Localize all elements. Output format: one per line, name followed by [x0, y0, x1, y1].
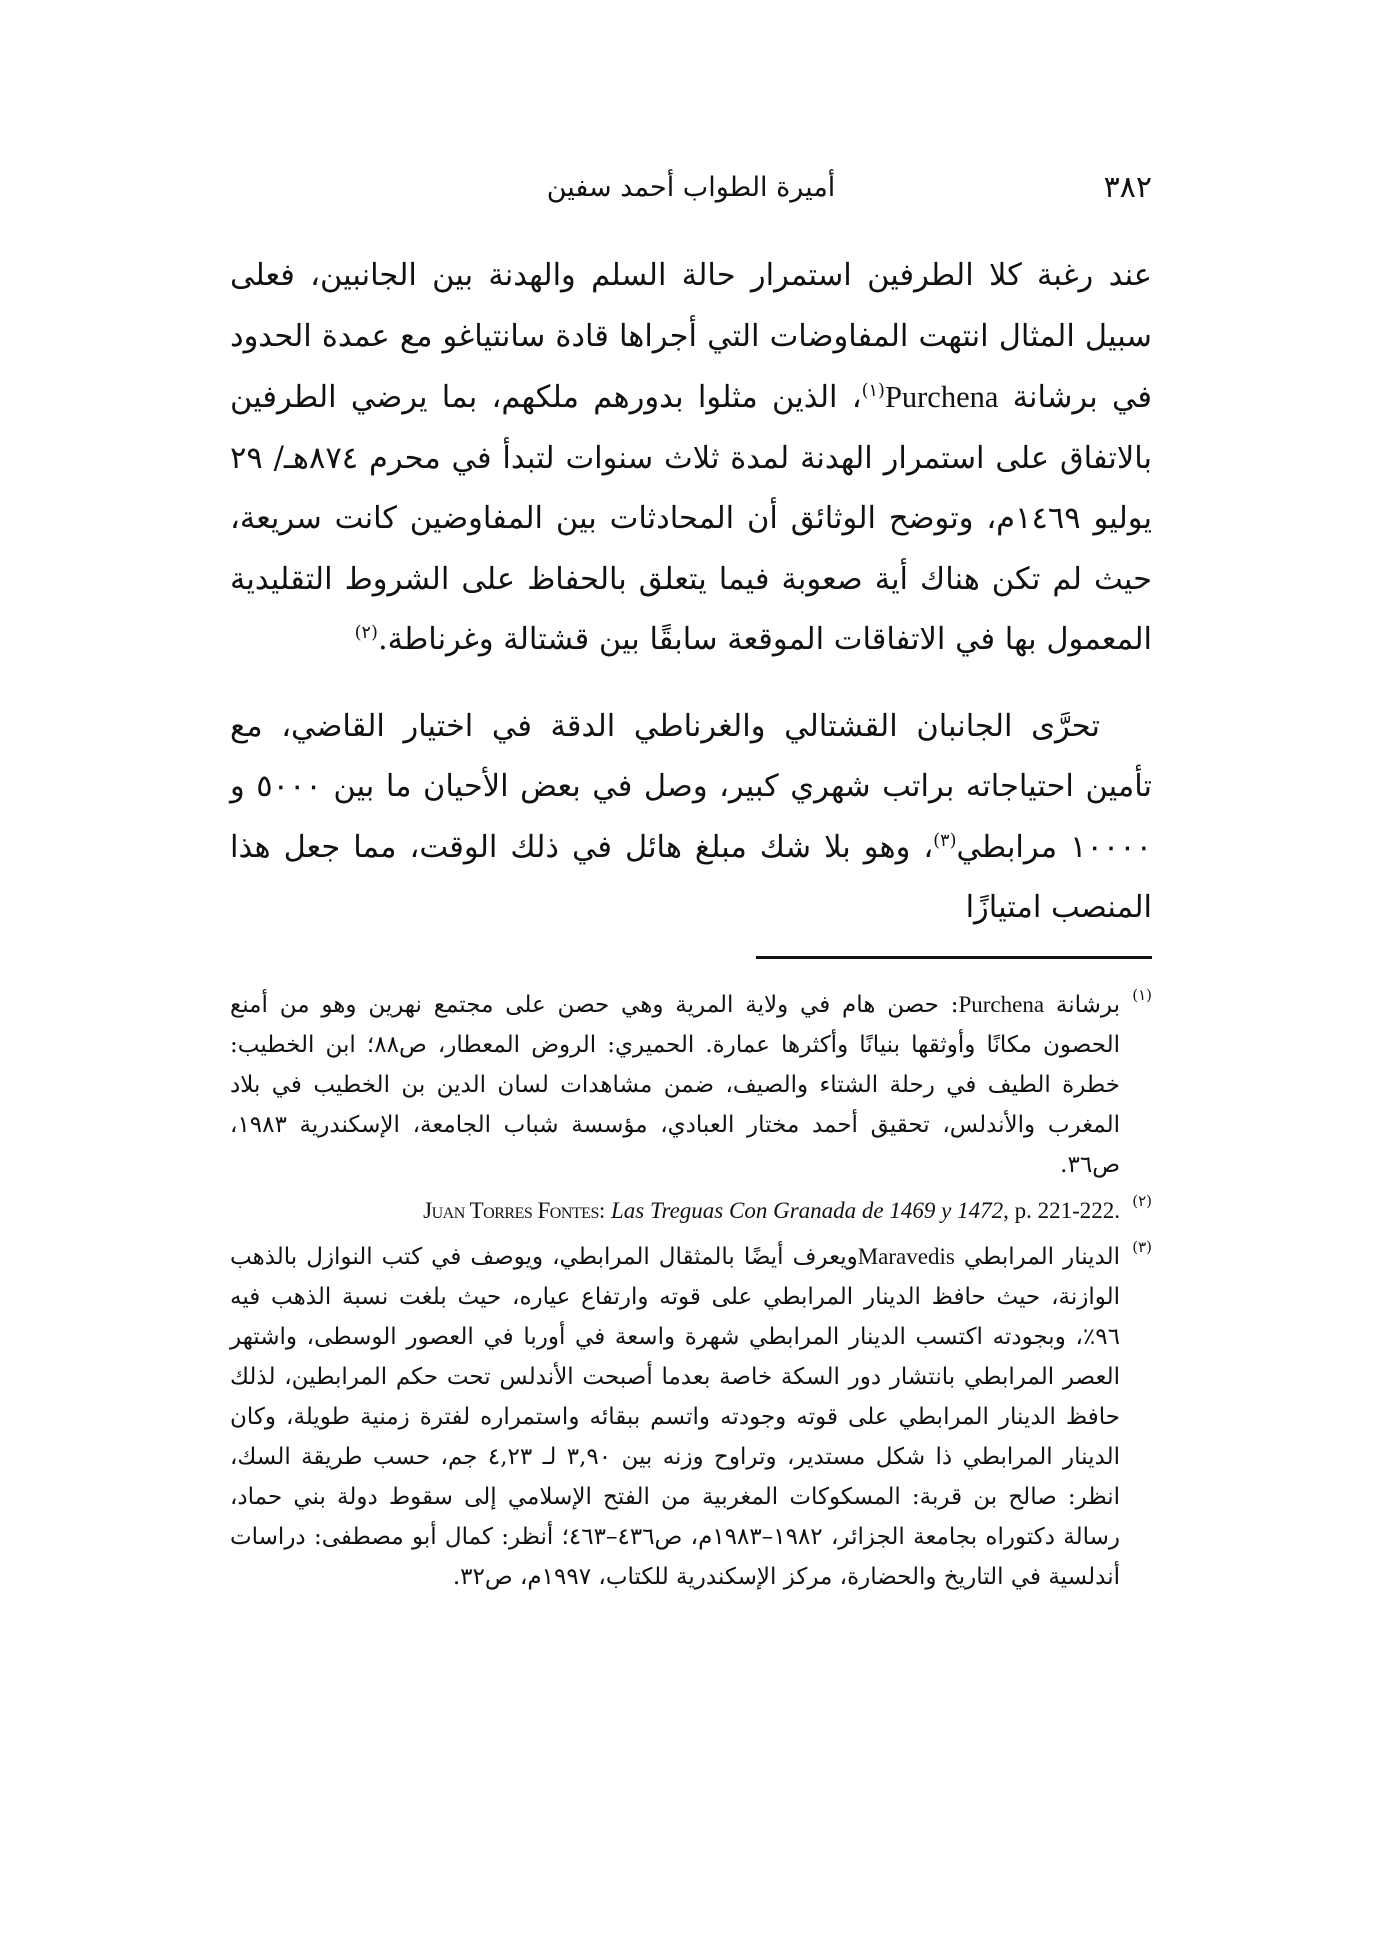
footnote-3: [230, 1237, 1152, 1597]
footnote-separator: [756, 956, 1152, 959]
footnote-ref-3: (٣): [933, 830, 957, 851]
main-text: [230, 246, 1152, 939]
paragraph-2-text-a: تحرَّى الجانبان القشتالي والغرناطي الدقة في اختيار القاضي، مع تأمين احتياجاته براتب شهري كبير، وصل في بعض الأحيان ما بين ٥٠٠٠ و ١٠٠٠٠ مرابطي: [230, 708, 1152, 865]
footnote-2-pages: , p. 221-222.: [1003, 1198, 1120, 1223]
footnote-1-latin: Purchena: [958, 992, 1045, 1017]
footnote-2-title: Las Treguas Con Granada de 1469 y 1472: [610, 1198, 1004, 1223]
paragraph-1: [230, 246, 1152, 671]
footnote-2-author: Juan Torres Fontes: [423, 1198, 599, 1223]
footnote-ref-2: (٢): [354, 622, 378, 643]
footnote-3-latin: Maravedis: [857, 1244, 955, 1269]
paragraph-1-text-a: عند رغبة كلا الطرفين استمرار حالة السلم والهدنة بين الجانبين، فعلى سبيل المثال انتهت المفاوضات التي أجراها قادة سانتياغو مع عمدة الحدود في برشانة: [230, 258, 1152, 415]
footnotes: [230, 985, 1152, 1603]
footnote-3-lead: الدينار المرابطي: [963, 1244, 1121, 1270]
page-number: ٣٨٢: [1103, 170, 1152, 205]
paragraph-2-text-b: ، وهو بلا شك مبلغ هائل في ذلك الوقت، مما جعل هذا المنصب امتيازًا: [230, 829, 1152, 925]
footnote-1-lead: برشانة: [1055, 992, 1120, 1018]
paragraph-1-text-b: ، الذين مثلوا بدورهم ملكهم، بما يرضي الطرفين بالاتفاق على استمرار الهدنة لمدة ثلاث سنوات لتبدأ في محرم ٨٧٤هـ/ ٢٩ يوليو ١٤٦٩م، وتوضح الوثائق أن المحادثات بين المفاوضين كانت سريعة، حيث لم تكن هناك أية صعوبة فيما يتعلق بالحفاظ على الشروط التقليدية المعمول بها في الاتفاقات الموقعة سابقًا بين قشتالة وغرناطة.: [230, 380, 1153, 657]
footnote-1-mark: (١): [1132, 986, 1152, 1004]
footnote-3-mark: (٣): [1132, 1238, 1152, 1256]
footnote-2-citation: [230, 1191, 1120, 1231]
footnote-2-mark: (٢): [1132, 1192, 1152, 1210]
purchena-term: Purchena: [884, 380, 999, 414]
footnote-2-colon: :: [598, 1198, 611, 1223]
paragraph-2: [230, 697, 1152, 939]
footnote-1-text: : حصن هام في ولاية المرية وهي حصن على مجتمع نهرين وهو من أمنع الحصون مكانًا وأوثقها بنيانًا وأكثرها عمارة. الحميري: الروض المعطار، ص٨٨؛ ابن الخطيب: خطرة الطيف في رحلة الشتاء والصيف، ضمن مشاهدات لسان الدين بن الخطيب في بلاد المغرب والأندلس، تحقيق أحمد مختار العبادي، مؤسسة شباب الجامعة، الإسكندرية ١٩٨٣، ص٣٦.: [230, 992, 1120, 1178]
page-header: [230, 168, 1152, 218]
footnote-ref-1: (١): [861, 380, 885, 401]
footnote-3-text: ويعرف أيضًا بالمثقال المرابطي، ويوصف في كتب النوازل بالذهب الوازنة، حيث حافظ الدينار المرابطي على قوته وارتفاع عياره، حيث بلغت نسبة الذهب فيه ٩٦٪، وبجودته اكتسب الدينار المرابطي شهرة واسعة في أوربا في العصور الوسطى، واشتهر العصر المرابطي بانتشار دور السكة خاصة بعدما أصبحت الأندلس تحت حكم المرابطين، لذلك حافظ الدينار المرابطي على قوته وجودته واتسم ببقائه واستمراره لفترة زمنية طويلة، وكان الدينار المرابطي ذا شكل مستدير، وتراوح وزنه بين ٣,٩٠ لـ ٤,٢٣ جم، حسب طريقة السك، انظر: صالح بن قربة: المسكوكات المغربية من الفتح الإسلامي إلى سقوط دولة بني حماد، رسالة دكتوراه بجامعة الجزائر، ١٩٨٢–١٩٨٣م، ص٤٣٦–٤٦٣؛ أنظر: كمال أبو مصطفى: دراسات أندلسية في التاريخ والحضارة، مركز الإسكندرية للكتاب، ١٩٩٧م، ص٣٢.: [230, 1244, 1121, 1590]
footnote-2: [230, 1191, 1152, 1231]
footnote-1: [230, 985, 1152, 1185]
running-title: أميرة الطواب أحمد سفين: [546, 172, 836, 203]
